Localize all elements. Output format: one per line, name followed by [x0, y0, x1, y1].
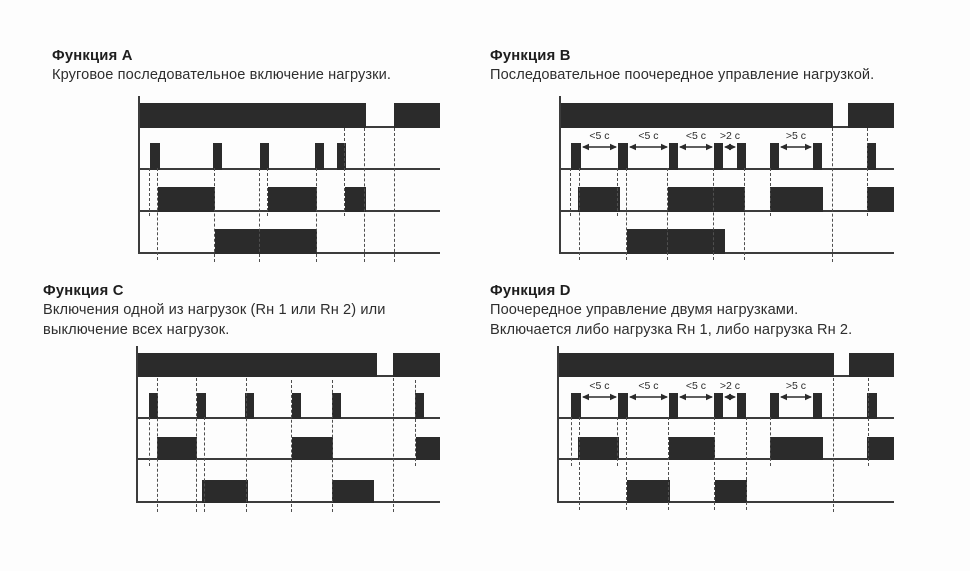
transition-dashed-line: [579, 168, 580, 260]
transition-dashed-line: [867, 128, 868, 216]
transition-dashed-line: [394, 128, 395, 262]
transition-dashed-line: [713, 168, 714, 260]
load1-on-bar: [268, 187, 317, 212]
transition-dashed-line: [415, 380, 416, 466]
function-a-description-line: Круговое последовательное включение нагрузки.: [52, 67, 392, 83]
switch-pulse: [292, 393, 301, 419]
transition-dashed-line: [214, 168, 215, 262]
load1-on-bar: [578, 437, 619, 460]
time-interval-label: <5 с: [589, 380, 610, 392]
switch-pulse: [714, 143, 723, 170]
transition-dashed-line: [579, 417, 580, 510]
load1-on-bar: [770, 187, 823, 212]
transition-dashed-line: [246, 378, 247, 512]
s-baseline: [136, 417, 440, 419]
switch-pulse: [571, 393, 581, 419]
switch-pulse: [415, 393, 424, 419]
transition-dashed-line: [626, 168, 627, 260]
double-arrow-icon: [629, 142, 668, 152]
switch-pulse: [770, 143, 779, 170]
function-a-title: Функция A: [52, 48, 133, 64]
time-interval-label: >5 с: [785, 130, 807, 142]
time-interval-arrow: [780, 392, 812, 402]
load2-on-bar: [202, 480, 248, 503]
transition-dashed-line: [770, 417, 771, 466]
transition-dashed-line: [744, 168, 745, 260]
load2-on-bar: [715, 480, 747, 503]
switch-pulse: [213, 143, 222, 170]
function-c-description-line: Включения одной из нагрузок (Rн 1 или Rн 2) или: [43, 302, 386, 318]
time-interval-label: <5 с: [638, 130, 659, 142]
function-c-title: Функция C: [43, 283, 124, 299]
transition-dashed-line: [332, 380, 333, 512]
transition-dashed-line: [832, 128, 833, 262]
transition-dashed-line: [714, 417, 715, 510]
load2-on-bar: [627, 229, 725, 254]
load2-on-bar: [215, 229, 317, 254]
load1-on-bar: [867, 437, 894, 460]
double-arrow-icon: [629, 392, 668, 402]
switch-pulse: [315, 143, 324, 170]
load1-on-bar: [292, 437, 333, 460]
time-interval-arrow: [582, 142, 617, 152]
switch-pulse: [571, 143, 581, 170]
function-d-title: Функция D: [490, 283, 571, 299]
load1-on-bar: [416, 437, 440, 460]
time-interval-arrow: [780, 142, 812, 152]
transition-dashed-line: [267, 168, 268, 216]
transition-dashed-line: [344, 128, 345, 216]
switch-pulse: [618, 393, 628, 419]
switch-pulse: [770, 393, 779, 419]
switch-pulse: [150, 143, 160, 170]
function-c-description-line: выключение всех нагрузок.: [43, 322, 230, 338]
double-arrow-icon: [780, 392, 812, 402]
transition-dashed-line: [746, 417, 747, 510]
u-power-bar: [140, 103, 366, 128]
r2-baseline: [136, 501, 440, 503]
load1-on-bar: [669, 437, 715, 460]
switch-pulse: [260, 143, 269, 170]
time-interval-label: >2 с: [719, 380, 741, 392]
transition-dashed-line: [393, 378, 394, 512]
time-interval-arrow: [724, 392, 736, 402]
transition-dashed-line: [149, 417, 150, 466]
switch-pulse: [714, 393, 723, 419]
load1-on-bar: [158, 187, 215, 212]
transition-dashed-line: [570, 168, 571, 216]
load1-on-bar: [668, 187, 745, 212]
function-b-title: Функция B: [490, 48, 571, 64]
switch-pulse: [669, 143, 678, 170]
transition-dashed-line: [626, 417, 627, 510]
transition-dashed-line: [149, 168, 150, 216]
time-interval-label: <5 с: [685, 130, 707, 142]
time-interval-arrow: [679, 392, 713, 402]
transition-dashed-line: [316, 168, 317, 262]
transition-dashed-line: [196, 378, 197, 512]
switch-pulse: [867, 143, 876, 170]
transition-dashed-line: [364, 128, 365, 262]
transition-dashed-line: [617, 417, 618, 466]
time-interval-label: <5 с: [685, 380, 707, 392]
load1-on-bar: [157, 437, 197, 460]
load2-on-bar: [627, 480, 670, 503]
function-b-description-line: Последовательное поочередное управление нагрузкой.: [490, 67, 875, 83]
function-d-description-line: Поочередное управление двумя нагрузками.: [490, 302, 799, 318]
double-arrow-icon: [780, 142, 812, 152]
time-interval-label: <5 с: [638, 380, 659, 392]
u-power-bar: [138, 353, 377, 377]
switch-pulse: [813, 393, 822, 419]
time-interval-arrow: [679, 142, 713, 152]
double-arrow-icon: [582, 392, 617, 402]
transition-dashed-line: [667, 168, 668, 260]
u-power-bar: [561, 103, 833, 128]
double-arrow-icon: [724, 392, 736, 402]
u-power-bar: [394, 103, 440, 128]
load2-on-bar: [332, 480, 374, 503]
load1-on-bar: [578, 187, 620, 212]
time-interval-arrow: [629, 392, 668, 402]
double-arrow-icon: [679, 392, 713, 402]
time-interval-arrow: [582, 392, 617, 402]
double-arrow-icon: [724, 142, 736, 152]
transition-dashed-line: [291, 380, 292, 512]
r2-baseline: [559, 252, 894, 254]
time-interval-arrow: [629, 142, 668, 152]
transition-dashed-line: [157, 378, 158, 512]
transition-dashed-line: [770, 168, 771, 216]
switch-pulse: [197, 393, 206, 419]
time-interval-label: >5 с: [785, 380, 807, 392]
switch-pulse: [737, 393, 746, 419]
transition-dashed-line: [204, 417, 205, 512]
function-d-description-line: Включается либо нагрузка Rн 1, либо нагрузка Rн 2.: [490, 322, 853, 338]
transition-dashed-line: [571, 417, 572, 466]
u-power-bar: [848, 103, 894, 128]
time-interval-arrow: [724, 142, 736, 152]
double-arrow-icon: [679, 142, 713, 152]
transition-dashed-line: [157, 168, 158, 260]
switch-pulse: [669, 393, 678, 419]
s-baseline: [559, 168, 894, 170]
u-power-bar: [559, 353, 834, 377]
switch-pulse: [618, 143, 628, 170]
double-arrow-icon: [582, 142, 617, 152]
transition-dashed-line: [617, 168, 618, 216]
time-interval-label: <5 с: [589, 130, 610, 142]
transition-dashed-line: [668, 417, 669, 510]
transition-dashed-line: [259, 168, 260, 262]
u-power-bar: [849, 353, 894, 377]
load1-on-bar: [867, 187, 894, 212]
load1-on-bar: [770, 437, 823, 460]
transition-dashed-line: [833, 378, 834, 512]
load1-on-bar: [345, 187, 366, 212]
transition-dashed-line: [868, 378, 869, 466]
u-power-bar: [393, 353, 440, 377]
time-interval-label: >2 с: [719, 130, 741, 142]
s-baseline: [557, 417, 894, 419]
switch-pulse: [332, 393, 341, 419]
switch-pulse: [813, 143, 822, 170]
switch-pulse: [737, 143, 746, 170]
